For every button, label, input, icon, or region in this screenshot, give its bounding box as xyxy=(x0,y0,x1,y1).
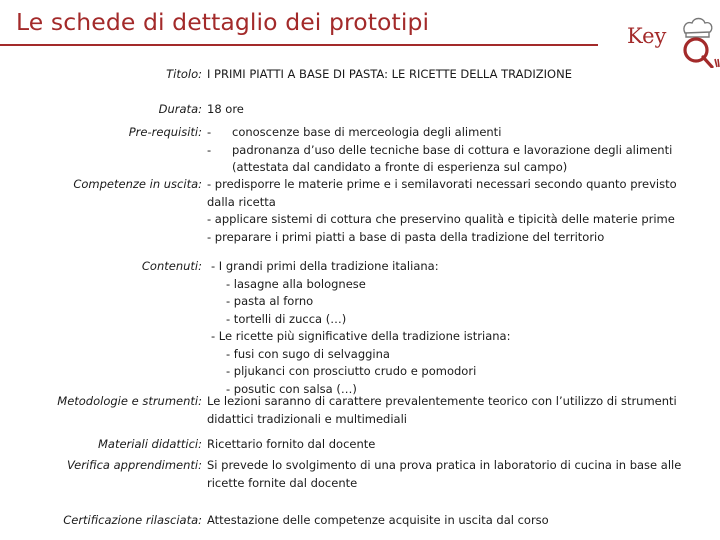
value-verifica xyxy=(207,457,713,492)
list-item-note: (attestata dal candidato a fronte di esperienza sul campo) xyxy=(232,160,568,174)
chef-hat-icon xyxy=(616,6,720,68)
value-contenuti xyxy=(207,258,713,398)
list-item: - conoscenze base di merceologia degli alimenti xyxy=(207,125,502,139)
label-titolo: Titolo : xyxy=(166,66,202,84)
value-certificazione: Attestazione delle competenze acquisite in uscita dal corso xyxy=(207,513,549,527)
value-titolo: I PRIMI PIATTI A BASE DI PASTA: LE RICETTE DELLA TRADIZIONE xyxy=(207,67,572,81)
key-logo xyxy=(616,6,720,68)
label-contenuti: Contenuti : xyxy=(142,258,202,276)
value-metodologie xyxy=(207,393,713,428)
page-title: Le schede di dettaglio dei prototipi xyxy=(16,8,430,36)
list-item: - I grandi primi della tradizione italiana: xyxy=(211,259,439,273)
label-materiali: Materiali didattici : xyxy=(98,436,202,454)
list-item: - applicare sistemi di cottura che preservino qualità e tipicità delle materie prime xyxy=(207,212,675,226)
value-durata: 18 ore xyxy=(207,102,244,116)
list-item: - pasta al forno xyxy=(226,294,314,308)
label-prerequisiti: Pre-requisiti : xyxy=(129,124,202,142)
list-item: didattici tradizionali e multimediali xyxy=(207,411,407,426)
logo-text: Key xyxy=(627,24,667,48)
list-item: - posutic con salsa (…) xyxy=(226,381,357,396)
list-item: Le lezioni saranno di carattere prevalentemente teorico con l’utilizzo di strumenti xyxy=(207,394,677,408)
list-item: - pljukanci con prosciutto crudo e pomodori xyxy=(226,364,477,378)
list-item: - lasagne alla bolognese xyxy=(226,276,366,291)
list-item: ricette fornite dal docente xyxy=(207,475,358,490)
list-item: - preparare i primi piatti a base di pasta della tradizione del territorio xyxy=(207,229,605,244)
label-metodologie: Metodologie e strumenti : xyxy=(57,393,202,411)
list-item: dalla ricetta xyxy=(207,194,276,209)
list-item: - tortelli di zucca (…) xyxy=(226,311,347,326)
title-underline xyxy=(0,44,598,46)
list-item: - padronanza d’uso delle tecniche base di cottura e lavorazione degli alimenti xyxy=(207,142,673,157)
list-item: - predisporre le materie prime e i semilavorati necessari secondo quanto previsto xyxy=(207,177,677,191)
list-item: - Le ricette più significative della tradizione istriana: xyxy=(211,329,511,343)
label-certificazione: Certificazione rilasciata : xyxy=(63,512,202,530)
label-competenze: Competenze in uscita : xyxy=(73,176,202,194)
value-competenze xyxy=(207,176,713,246)
label-verifica: Verifica apprendimenti : xyxy=(67,457,202,475)
list-item: Si prevede lo svolgimento di una prova pratica in laboratorio di cucina in base alle xyxy=(207,458,682,472)
list-item: - fusi con sugo di selvaggina xyxy=(226,346,390,361)
label-durata: Durata : xyxy=(159,101,202,119)
value-prerequisiti xyxy=(207,124,713,177)
value-materiali: Ricettario fornito dal docente xyxy=(207,437,376,451)
